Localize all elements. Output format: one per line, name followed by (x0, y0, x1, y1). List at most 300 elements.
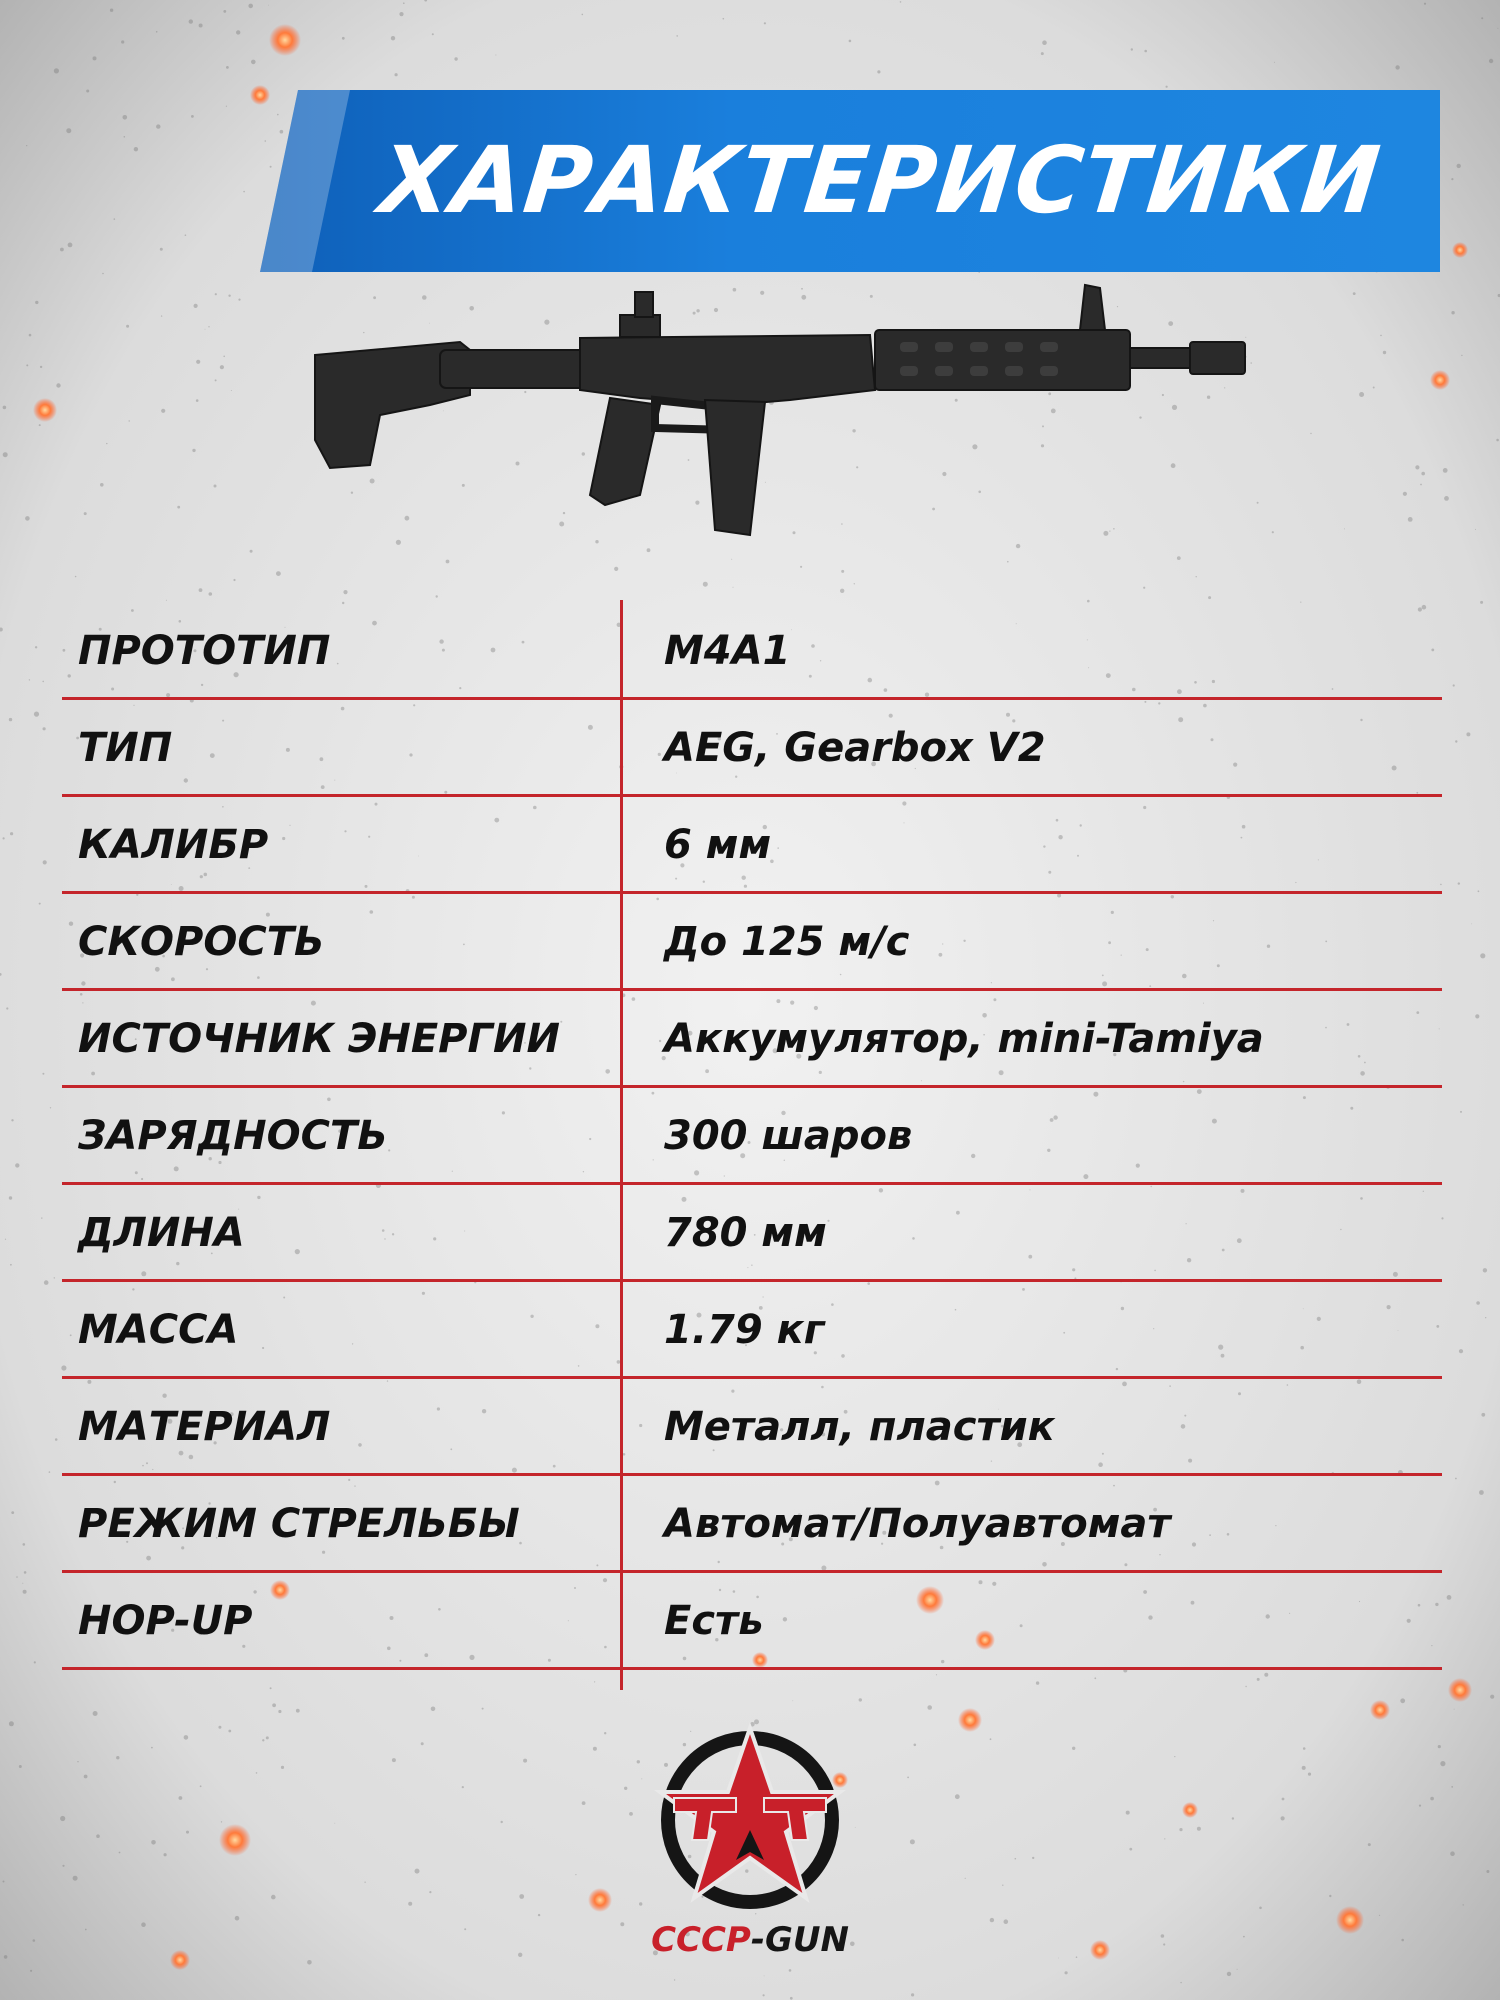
texture-speckle (33, 1939, 36, 1942)
texture-speckle (30, 1970, 32, 1972)
texture-speckle (927, 1705, 932, 1710)
texture-speckle (1303, 1747, 1306, 1750)
texture-speckle (855, 1827, 856, 1828)
texture-speckle (68, 243, 73, 248)
texture-speckle (114, 218, 116, 220)
texture-speckle (763, 1994, 765, 1996)
spec-label: МАССА (78, 1307, 239, 1353)
texture-speckle (205, 329, 206, 330)
texture-speckle (256, 1772, 258, 1774)
texture-speckle (9, 718, 12, 721)
texture-speckle (34, 712, 39, 717)
spark-glow (269, 24, 301, 56)
texture-speckle (177, 506, 180, 509)
texture-speckle (1457, 164, 1461, 168)
spark-glow (1370, 1700, 1390, 1720)
texture-speckle (1421, 472, 1425, 476)
texture-speckle (676, 35, 678, 37)
spark-glow (170, 1950, 190, 1970)
spec-value: До 125 м/с (664, 919, 910, 965)
texture-speckle (50, 1107, 51, 1108)
texture-speckle (191, 115, 194, 118)
texture-speckle (199, 588, 203, 592)
texture-speckle (1380, 335, 1382, 337)
texture-speckle (432, 33, 434, 35)
texture-speckle (1180, 1982, 1181, 1983)
texture-speckle (1471, 924, 1472, 925)
texture-speckle (55, 1438, 58, 1441)
texture-speckle (6, 1007, 8, 1009)
texture-speckle (1281, 1816, 1285, 1820)
texture-speckle (62, 1865, 64, 1867)
texture-speckle (955, 1794, 960, 1799)
texture-speckle (391, 36, 395, 40)
texture-speckle (575, 1874, 576, 1875)
texture-speckle (141, 1922, 146, 1927)
texture-speckle (248, 4, 253, 9)
texture-speckle (161, 409, 165, 413)
texture-speckle (859, 1698, 862, 1701)
texture-speckle (1424, 3, 1426, 5)
page-title: ХАРАКТЕРИСТИКИ (374, 127, 1386, 234)
texture-speckle (5, 1239, 6, 1240)
texture-speckle (11, 1511, 14, 1514)
texture-speckle (238, 299, 240, 301)
texture-speckle (1126, 1811, 1130, 1815)
texture-speckle (464, 1928, 466, 1930)
texture-speckle (1463, 1904, 1464, 1905)
texture-speckle (1163, 1943, 1165, 1945)
texture-speckle (792, 1700, 793, 1701)
texture-speckle (199, 24, 203, 28)
texture-speckle (3, 837, 5, 839)
texture-speckle (49, 1471, 51, 1473)
texture-speckle (1400, 1698, 1405, 1703)
texture-speckle (1444, 496, 1449, 501)
texture-speckle (1237, 1969, 1238, 1970)
texture-speckle (1179, 1828, 1182, 1831)
spec-row (62, 1570, 1442, 1670)
texture-speckle (914, 1744, 917, 1747)
texture-speckle (1408, 517, 1413, 522)
spark-glow (1336, 1906, 1364, 1934)
texture-speckle (1282, 1798, 1285, 1801)
texture-speckle (1166, 86, 1168, 88)
texture-speckle (593, 1747, 597, 1751)
texture-speckle (43, 727, 46, 730)
texture-speckle (1004, 1919, 1009, 1924)
texture-speckle (25, 516, 30, 521)
texture-speckle (790, 1997, 793, 2000)
texture-speckle (226, 106, 227, 107)
texture-speckle (228, 1730, 231, 1733)
texture-speckle (639, 1902, 642, 1905)
texture-speckle (1438, 1745, 1441, 1748)
texture-speckle (1041, 52, 1044, 55)
texture-speckle (26, 145, 27, 146)
texture-speckle (307, 1960, 312, 1965)
spec-value: 6 мм (664, 822, 772, 868)
texture-speckle (990, 1918, 994, 1922)
texture-speckle (124, 136, 126, 138)
texture-speckle (29, 679, 30, 680)
texture-speckle (1496, 439, 1499, 442)
texture-speckle (251, 60, 256, 65)
texture-speckle (3, 1881, 5, 1883)
texture-speckle (196, 360, 200, 364)
texture-speckle (1478, 890, 1480, 892)
texture-speckle (34, 1661, 36, 1663)
texture-speckle (276, 571, 281, 576)
brand-name (600, 1910, 900, 1970)
texture-speckle (184, 1735, 189, 1740)
texture-speckle (1481, 17, 1483, 19)
texture-speckle (343, 590, 347, 594)
spark-glow (958, 1708, 982, 1732)
texture-speckle (60, 248, 64, 252)
texture-speckle (1460, 1111, 1462, 1113)
texture-speckle (1227, 1972, 1231, 1976)
texture-speckle (395, 73, 398, 76)
texture-speckle (1415, 465, 1419, 469)
texture-speckle (342, 37, 345, 40)
specs-table (62, 600, 1442, 1690)
spark-glow (1452, 242, 1468, 258)
texture-speckle (43, 860, 47, 864)
spec-row (62, 697, 1442, 797)
texture-speckle (1450, 1851, 1455, 1856)
texture-speckle (215, 293, 217, 295)
texture-speckle (415, 1869, 420, 1874)
spark-glow (588, 1888, 612, 1912)
texture-speckle (208, 326, 209, 327)
texture-speckle (250, 550, 253, 553)
spec-row (62, 794, 1442, 894)
texture-speckle (129, 420, 130, 421)
texture-speckle (100, 483, 104, 487)
texture-speckle (235, 1916, 240, 1921)
texture-speckle (518, 1953, 522, 1957)
texture-speckle (221, 1821, 222, 1822)
texture-speckle (1373, 387, 1375, 389)
texture-speckle (218, 1726, 221, 1729)
texture-speckle (454, 57, 457, 60)
texture-speckle (501, 1821, 503, 1823)
texture-speckle (1451, 1786, 1453, 1788)
texture-speckle (22, 1583, 23, 1584)
spec-label: ЗАРЯДНОСТЬ (78, 1113, 388, 1159)
texture-speckle (179, 1796, 183, 1800)
texture-speckle (1243, 1936, 1245, 1938)
texture-speckle (35, 301, 38, 304)
texture-speckle (73, 1876, 78, 1881)
texture-speckle (1443, 468, 1448, 473)
texture-speckle (1259, 1907, 1262, 1910)
texture-speckle (41, 1217, 42, 1218)
texture-speckle (1451, 178, 1453, 180)
texture-speckle (1076, 1956, 1078, 1958)
texture-speckle (231, 390, 232, 391)
texture-speckle (86, 90, 89, 93)
texture-speckle (1403, 492, 1407, 496)
texture-speckle (482, 1708, 484, 1710)
texture-speckle (1072, 1747, 1075, 1750)
texture-speckle (582, 1801, 586, 1805)
texture-speckle (160, 248, 163, 251)
texture-speckle (1065, 1971, 1068, 1974)
texture-speckle (44, 1280, 49, 1285)
texture-speckle (271, 1895, 276, 1900)
texture-speckle (1451, 311, 1454, 314)
texture-speckle (84, 512, 87, 515)
title-banner (260, 90, 1440, 272)
texture-speckle (1481, 1413, 1485, 1417)
assault-rifle-image (310, 280, 1260, 590)
spec-value: Металл, пластик (664, 1404, 1055, 1450)
texture-speckle (116, 1756, 119, 1759)
texture-speckle (16, 1576, 18, 1578)
texture-speckle (42, 1073, 44, 1075)
texture-speckle (1161, 1934, 1165, 1938)
texture-speckle (629, 1812, 633, 1816)
texture-speckle (1475, 529, 1476, 530)
texture-speckle (262, 1739, 264, 1741)
texture-speckle (1454, 1709, 1455, 1710)
texture-speckle (54, 68, 59, 73)
texture-speckle (10, 1264, 12, 1266)
spec-label: РЕЖИМ СТРЕЛЬБЫ (78, 1501, 520, 1547)
texture-speckle (42, 681, 44, 683)
texture-speckle (1383, 351, 1386, 354)
texture-speckle (185, 234, 187, 236)
texture-speckle (1420, 484, 1422, 486)
texture-speckle (1344, 528, 1345, 529)
spec-label: СКОРОСТЬ (78, 919, 325, 965)
texture-speckle (1475, 1014, 1479, 1018)
texture-speckle (764, 1976, 765, 1977)
texture-speckle (24, 1571, 27, 1574)
texture-speckle (23, 1543, 26, 1546)
texture-speckle (40, 366, 42, 368)
texture-speckle (519, 1894, 524, 1899)
texture-speckle (429, 1891, 431, 1893)
texture-speckle (110, 9, 113, 12)
texture-speckle (3, 452, 8, 457)
texture-speckle (1455, 1478, 1457, 1480)
texture-speckle (54, 1277, 55, 1278)
texture-speckle (56, 383, 60, 387)
texture-speckle (215, 379, 217, 381)
texture-speckle (39, 424, 41, 426)
texture-speckle (1485, 1317, 1486, 1318)
texture-speckle (85, 1929, 87, 1931)
texture-speckle (334, 1823, 335, 1824)
texture-speckle (1197, 1827, 1201, 1831)
spec-label: КАЛИБР (78, 822, 269, 868)
texture-speckle (1461, 355, 1462, 356)
texture-speckle (1308, 1773, 1311, 1776)
texture-speckle (236, 30, 240, 34)
texture-speckle (1455, 740, 1457, 742)
texture-speckle (1489, 59, 1493, 63)
texture-speckle (1379, 1915, 1380, 1916)
texture-speckle (268, 5, 269, 6)
texture-speckle (624, 1787, 627, 1790)
texture-speckle (1144, 50, 1147, 53)
texture-speckle (1483, 1268, 1487, 1272)
texture-speckle (106, 443, 107, 444)
texture-speckle (462, 1786, 464, 1788)
spec-row (62, 1376, 1442, 1476)
texture-speckle (243, 191, 245, 193)
texture-speckle (1002, 1885, 1003, 1886)
texture-speckle (910, 1839, 915, 1844)
spec-row (62, 988, 1442, 1088)
spec-row (62, 1085, 1442, 1185)
texture-speckle (121, 40, 124, 43)
texture-speckle (194, 304, 198, 308)
texture-speckle (214, 485, 217, 488)
spec-label: МАТЕРИАЛ (78, 1404, 331, 1450)
texture-speckle (1232, 1817, 1234, 1819)
texture-speckle (965, 1878, 966, 1879)
texture-speckle (1164, 1838, 1165, 1839)
texture-speckle (266, 1736, 269, 1739)
texture-speckle (1129, 1848, 1132, 1851)
texture-speckle (495, 55, 496, 56)
texture-speckle (723, 18, 725, 20)
texture-speckle (399, 12, 403, 16)
texture-speckle (60, 1816, 65, 1821)
texture-speckle (1302, 1766, 1306, 1770)
texture-speckle (849, 40, 852, 43)
spec-value: AEG, Gearbox V2 (664, 725, 1046, 771)
texture-speckle (1395, 65, 1399, 69)
texture-speckle (1419, 1805, 1421, 1807)
texture-speckle (392, 1758, 396, 1762)
texture-speckle (126, 325, 129, 328)
texture-speckle (1274, 62, 1275, 63)
spec-value: 300 шаров (664, 1113, 913, 1159)
spec-value: Аккумулятор, mini-Tamiya (664, 1016, 1264, 1062)
texture-speckle (1131, 48, 1133, 50)
spec-label: ИСТОЧНИК ЭНЕРГИИ (78, 1016, 560, 1062)
texture-speckle (29, 334, 32, 337)
texture-speckle (364, 1882, 365, 1883)
texture-speckle (1479, 1490, 1484, 1495)
spec-label: ТИП (78, 725, 173, 771)
texture-speckle (436, 595, 438, 597)
texture-speckle (156, 31, 158, 33)
spec-row (62, 1182, 1442, 1282)
texture-speckle (1359, 392, 1364, 397)
texture-speckle (1490, 1695, 1494, 1699)
texture-speckle (1486, 1870, 1489, 1873)
texture-speckle (186, 1831, 189, 1834)
spec-row (62, 600, 1442, 700)
texture-speckle (296, 1709, 300, 1713)
spark-glow (1448, 1678, 1472, 1702)
texture-speckle (1032, 1857, 1034, 1859)
texture-speckle (1272, 531, 1274, 533)
texture-speckle (226, 66, 229, 69)
texture-speckle (1353, 292, 1356, 295)
texture-speckle (220, 365, 224, 369)
texture-speckle (84, 1775, 88, 1779)
texture-speckle (523, 1759, 527, 1763)
texture-speckle (900, 1, 902, 3)
texture-speckle (1058, 1958, 1059, 1959)
texture-speckle (196, 399, 199, 402)
texture-speckle (1453, 684, 1455, 686)
texture-speckle (77, 1761, 78, 1762)
spec-value: 780 мм (664, 1210, 827, 1256)
texture-speckle (75, 576, 77, 578)
texture-speckle (134, 147, 138, 151)
texture-speckle (223, 356, 225, 358)
texture-speckle (1310, 433, 1311, 434)
texture-speckle (403, 2, 405, 4)
texture-speckle (764, 22, 766, 24)
spark-glow (33, 398, 57, 422)
texture-speckle (11, 1119, 13, 1121)
texture-speckle (1368, 1843, 1371, 1846)
brand-name-right: -GUN (750, 1920, 849, 1960)
texture-speckle (1476, 1301, 1480, 1305)
texture-speckle (102, 273, 104, 275)
texture-speckle (272, 1703, 276, 1707)
texture-speckle (1480, 601, 1483, 604)
texture-speckle (209, 592, 213, 596)
texture-speckle (119, 1852, 121, 1854)
texture-speckle (9, 1196, 12, 1199)
spark-glow (219, 1824, 251, 1856)
texture-speckle (123, 115, 128, 120)
texture-speckle (1329, 1895, 1331, 1897)
texture-speckle (66, 128, 71, 133)
texture-speckle (674, 1979, 675, 1980)
texture-speckle (233, 579, 235, 581)
brand-name-left: СССР (651, 1920, 751, 1960)
texture-speckle (421, 1742, 424, 1745)
texture-speckle (604, 1732, 606, 1734)
texture-speckle (3, 406, 7, 410)
texture-speckle (641, 1778, 642, 1779)
texture-speckle (156, 124, 160, 128)
texture-speckle (39, 903, 41, 905)
texture-speckle (1174, 1756, 1175, 1757)
texture-speckle (223, 10, 226, 13)
spec-row (62, 891, 1442, 991)
spark-glow (1090, 1940, 1110, 1960)
texture-speckle (164, 1853, 167, 1856)
texture-speckle (911, 1993, 914, 1996)
texture-speckle (93, 56, 97, 60)
texture-speckle (1497, 28, 1498, 29)
texture-speckle (990, 1738, 992, 1740)
texture-speckle (228, 295, 230, 297)
texture-speckle (1430, 1797, 1434, 1801)
texture-speckle (281, 1766, 284, 1769)
texture-speckle (408, 1902, 412, 1906)
texture-speckle (582, 14, 584, 16)
texture-speckle (637, 1760, 640, 1763)
spec-label: ДЛИНА (78, 1210, 245, 1256)
texture-speckle (151, 1840, 156, 1845)
star-pistols-logo (652, 1720, 848, 1916)
spec-value: 1.79 кг (664, 1307, 825, 1353)
texture-speckle (93, 1711, 98, 1716)
